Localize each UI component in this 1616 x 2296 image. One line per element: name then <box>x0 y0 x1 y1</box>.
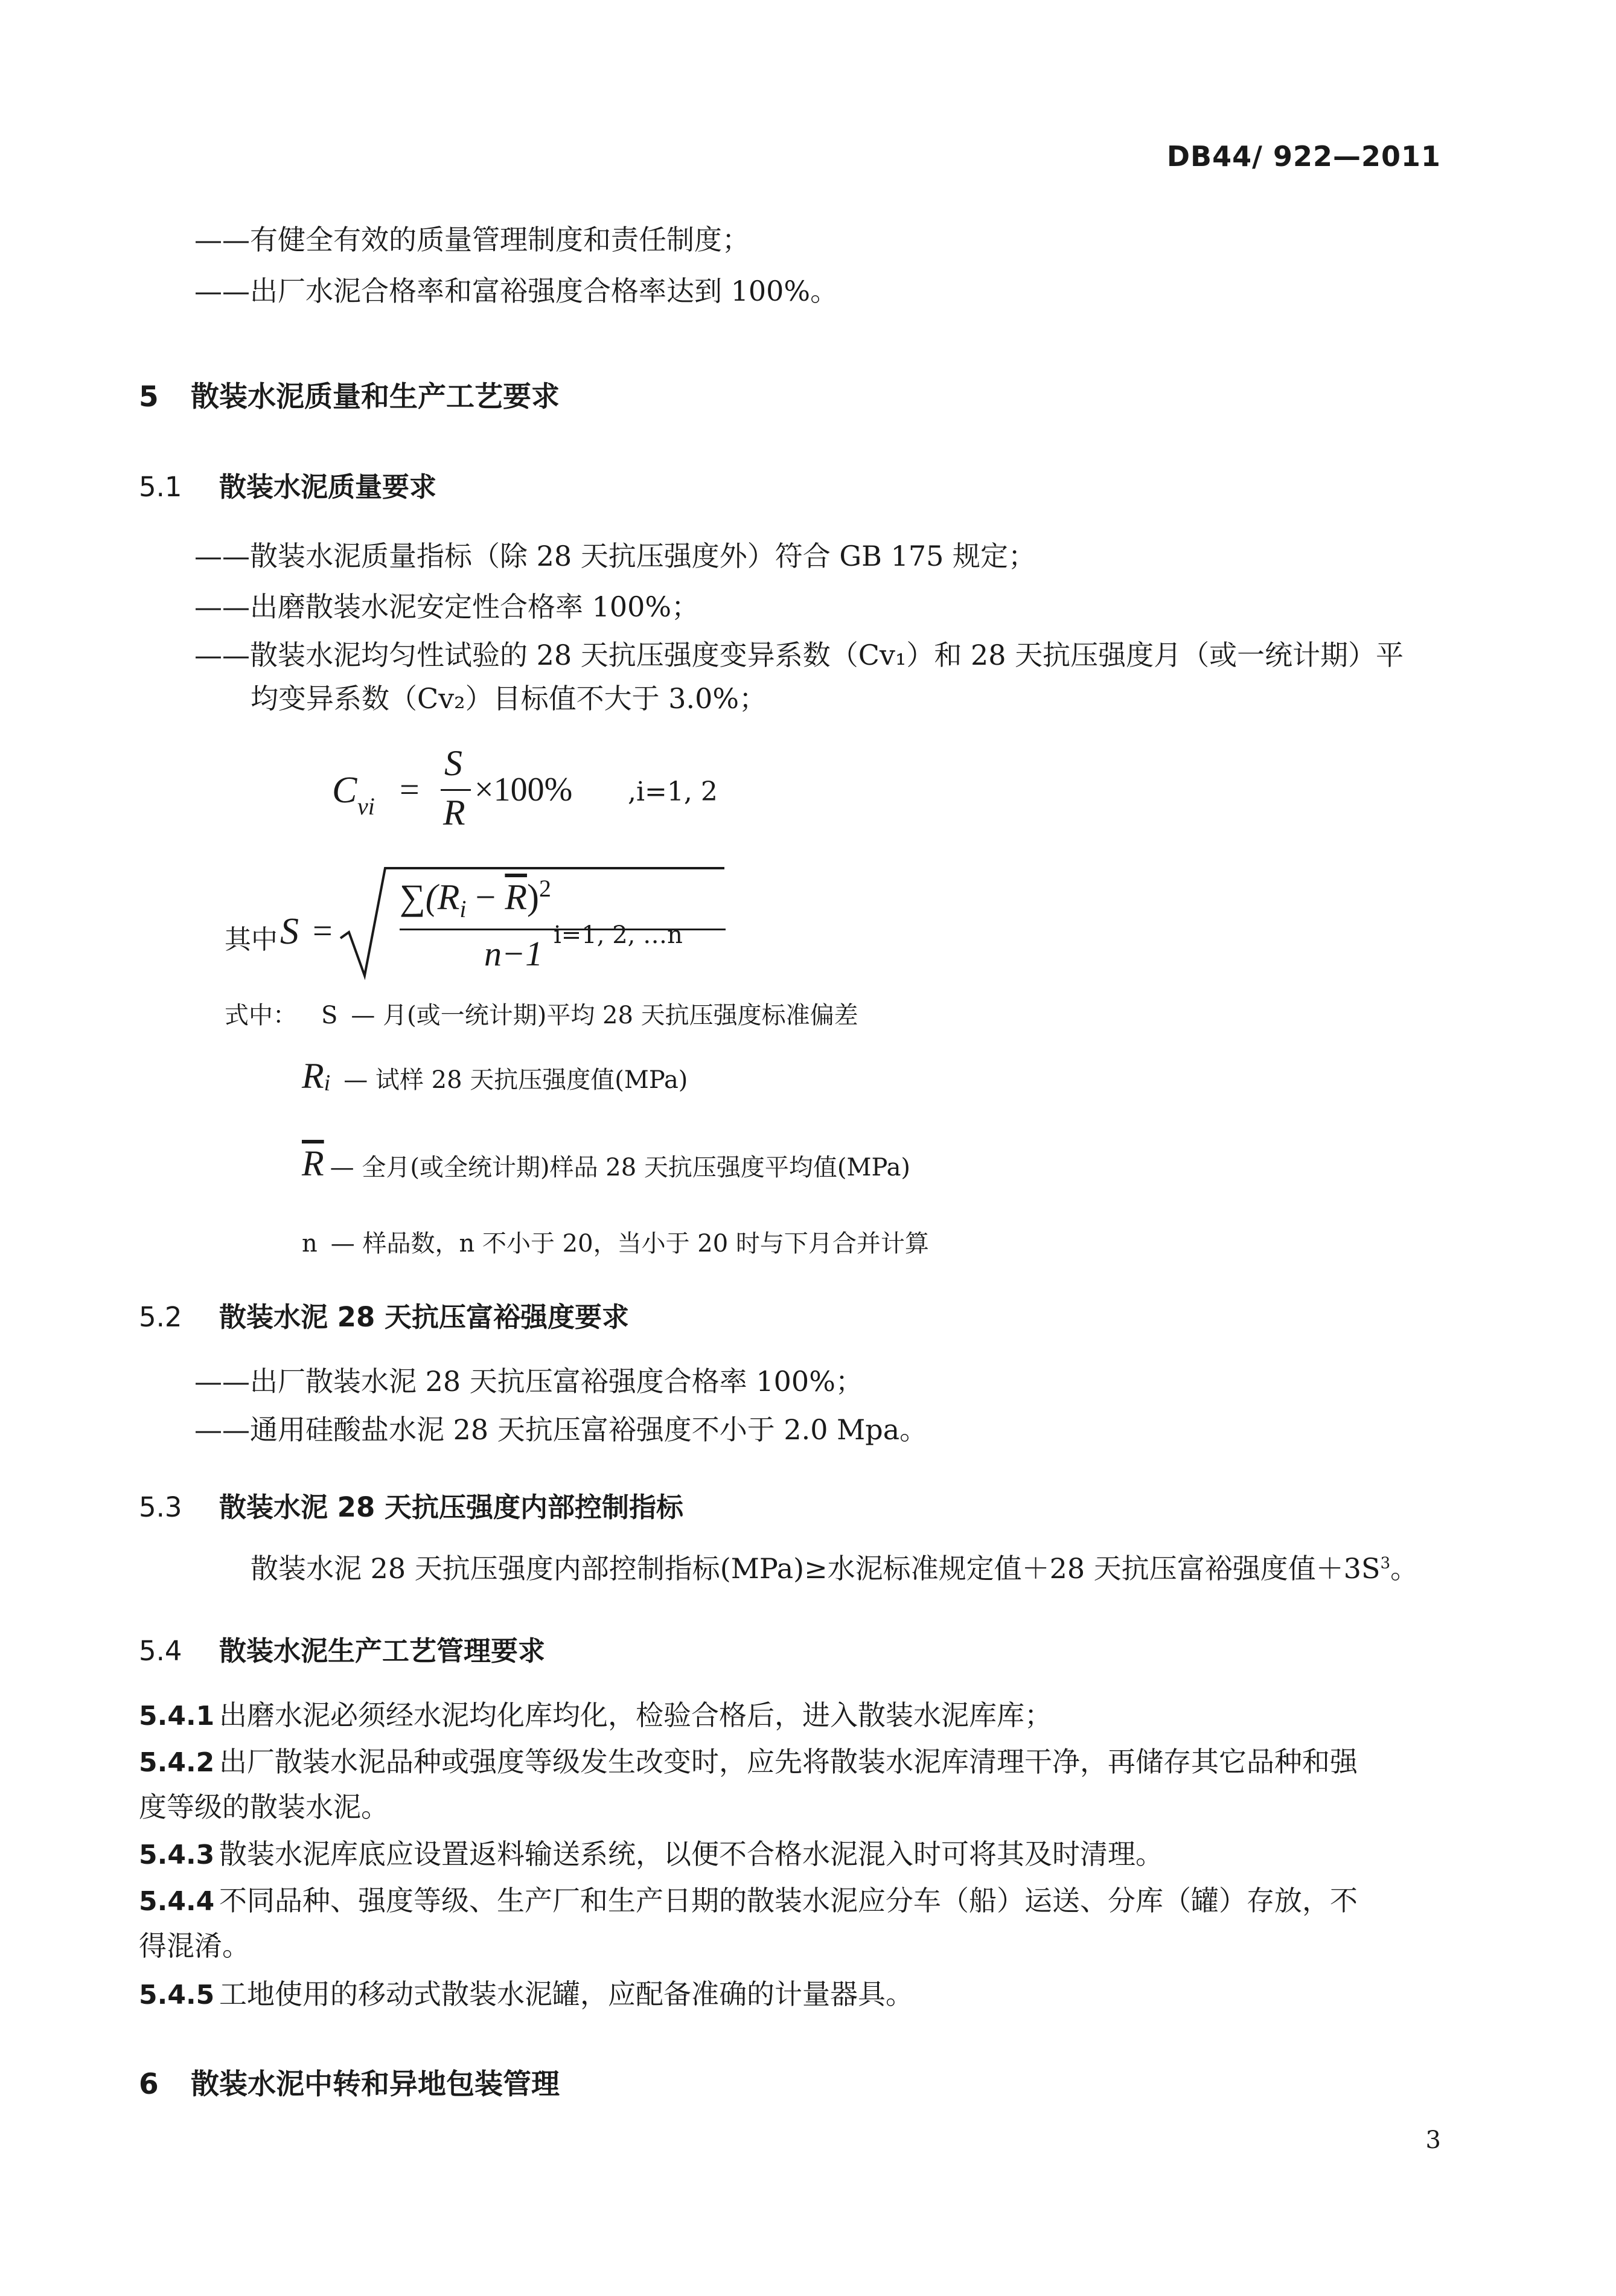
subsection-heading-5-2 <box>139 1295 629 1334</box>
superscript: 3 <box>1380 1554 1391 1573</box>
paragraph <box>251 1552 1419 1585</box>
formula-equals: = <box>400 770 420 809</box>
legend-symbol: S <box>321 1002 338 1029</box>
legend-subscript: i <box>324 1070 331 1096</box>
section-heading-6 <box>139 2062 560 2102</box>
close-paren: ) <box>527 877 540 917</box>
subsection-number: 5.4 <box>139 1635 182 1667</box>
clause <box>139 1745 1358 1778</box>
formula-range: i=1, 2, …n <box>554 921 683 949</box>
formula-lhs-subscript: vi <box>357 793 375 820</box>
subsection-heading-5-3 <box>139 1485 683 1524</box>
formula-denominator: R <box>443 793 465 833</box>
subsection-title: 散装水泥 28 天抗压富裕强度要求 <box>219 1301 629 1333</box>
formula-range: ,i=1, 2 <box>628 776 718 807</box>
section-title: 散装水泥质量和生产工艺要求 <box>191 380 560 414</box>
legend-symbol: n <box>302 1230 318 1258</box>
clause <box>139 1980 913 2009</box>
list-item: ——散装水泥均匀性试验的 28 天抗压强度变异系数（Cv₁）和 28 天抗压强度月（或一统计期）平 <box>194 639 1404 671</box>
paragraph-end: 。 <box>1390 1552 1419 1585</box>
clause-text: 出磨水泥必须经水泥均化库均化，检验合格后，进入散装水泥库库； <box>219 1699 1052 1732</box>
legend-text: — 样品数，n 不小于 20，当小于 20 时与下月合并计算 <box>330 1230 929 1258</box>
legend-row-ri <box>302 1055 688 1097</box>
clause-continuation: 度等级的散装水泥。 <box>139 1791 389 1823</box>
formula-denominator: n−1 <box>484 934 543 973</box>
clause-number: 5.4.3 <box>139 1840 215 1870</box>
formula-prefix: 其中 <box>225 924 278 955</box>
subsection-number: 5.2 <box>139 1301 182 1333</box>
minus-sign: − <box>466 877 505 917</box>
formula-equals: = <box>313 911 333 950</box>
clause-continuation: 得混淆。 <box>139 1930 250 1962</box>
clause-text: 不同品种、强度等级、生产厂和生产日期的散装水泥应分车（船）运送、分库（罐）存放，不 <box>219 1884 1358 1917</box>
subsection-heading-5-4 <box>139 1629 545 1668</box>
sum-symbol: ∑(R <box>400 877 460 917</box>
legend-text: — 试样 28 天抗压强度值(MPa) <box>343 1066 688 1094</box>
subsection-title: 散装水泥生产工艺管理要求 <box>219 1635 546 1667</box>
list-item: ——出磨散装水泥安定性合格率 100%； <box>194 590 700 623</box>
legend-text: — 月(或一统计期)平均 28 天抗压强度标准偏差 <box>351 1002 858 1029</box>
formula-numerator: S <box>444 743 462 783</box>
standard-number: DB44/ 922—2011 <box>1166 140 1441 173</box>
subsection-title: 散装水泥质量要求 <box>219 471 437 503</box>
subsection-heading-5-1 <box>139 465 436 504</box>
subsection-title: 散装水泥 28 天抗压强度内部控制指标 <box>219 1491 683 1523</box>
numerator-subscript: i <box>459 895 467 923</box>
formula-lhs: C <box>332 770 357 811</box>
formula-std-dev <box>225 857 768 984</box>
r-bar: $\overline{R}$ <box>505 877 528 917</box>
fraction-bar <box>441 789 471 791</box>
section-title: 散装水泥中转和异地包装管理 <box>191 2068 560 2101</box>
paragraph-text: 散装水泥 28 天抗压强度内部控制指标(MPa)≥水泥标准规定值＋28 天抗压富裕强度值＋3S <box>251 1552 1381 1585</box>
clause-text: 散装水泥库底应设置返料输送系统，以便不合格水泥混入时可将其及时清理。 <box>219 1838 1163 1870</box>
legend-text: — 全月(或全统计期)样品 28 天抗压强度平均值(MPa) <box>330 1154 911 1182</box>
formula-multiplier: ×100% <box>474 771 573 808</box>
clause-number: 5.4.5 <box>139 1980 215 2010</box>
list-item: ——出厂水泥合格率和富裕强度合格率达到 100%。 <box>194 275 838 307</box>
subsection-number: 5.3 <box>139 1491 182 1523</box>
subsection-number: 5.1 <box>139 471 182 503</box>
legend-row-rbar <box>302 1143 910 1185</box>
legend-row-s <box>225 996 858 1031</box>
list-item: ——散装水泥质量指标（除 28 天抗压强度外）符合 GB 175 规定； <box>194 540 1036 572</box>
list-item: ——通用硅酸盐水泥 28 天抗压富裕强度不小于 2.0 Mpa。 <box>194 1413 928 1446</box>
formula-lhs: S <box>280 911 299 952</box>
section-number: 5 <box>139 380 159 414</box>
legend-symbol: $\overline{R}$ <box>302 1143 324 1183</box>
clause <box>139 1840 1163 1869</box>
legend-symbol: R <box>302 1056 324 1096</box>
page-number: 3 <box>1425 2126 1441 2154</box>
section-heading-5 <box>139 374 560 415</box>
section-number: 6 <box>139 2068 159 2101</box>
list-item: ——出厂散装水泥 28 天抗压富裕强度合格率 100%； <box>194 1365 863 1398</box>
legend-row-n <box>302 1224 929 1259</box>
formula-numerator <box>400 874 551 923</box>
clause-text: 工地使用的移动式散装水泥罐，应配备准确的计量器具。 <box>219 1978 913 2010</box>
clause-number: 5.4.4 <box>139 1886 215 1917</box>
exponent: 2 <box>539 875 552 902</box>
clause <box>139 1884 1358 1917</box>
clause-number: 5.4.1 <box>139 1701 215 1732</box>
list-item: ——有健全有效的质量管理制度和责任制度； <box>194 223 750 256</box>
list-item-continuation: 均变异系数（Cv₂）目标值不大于 3.0%； <box>251 682 767 715</box>
legend-intro: 式中： <box>225 1002 297 1029</box>
clause-number: 5.4.2 <box>139 1747 215 1778</box>
clause <box>139 1701 1052 1730</box>
clause-text: 出厂散装水泥品种或强度等级发生改变时，应先将散装水泥库清理干净，再储存其它品种和强 <box>219 1745 1358 1778</box>
